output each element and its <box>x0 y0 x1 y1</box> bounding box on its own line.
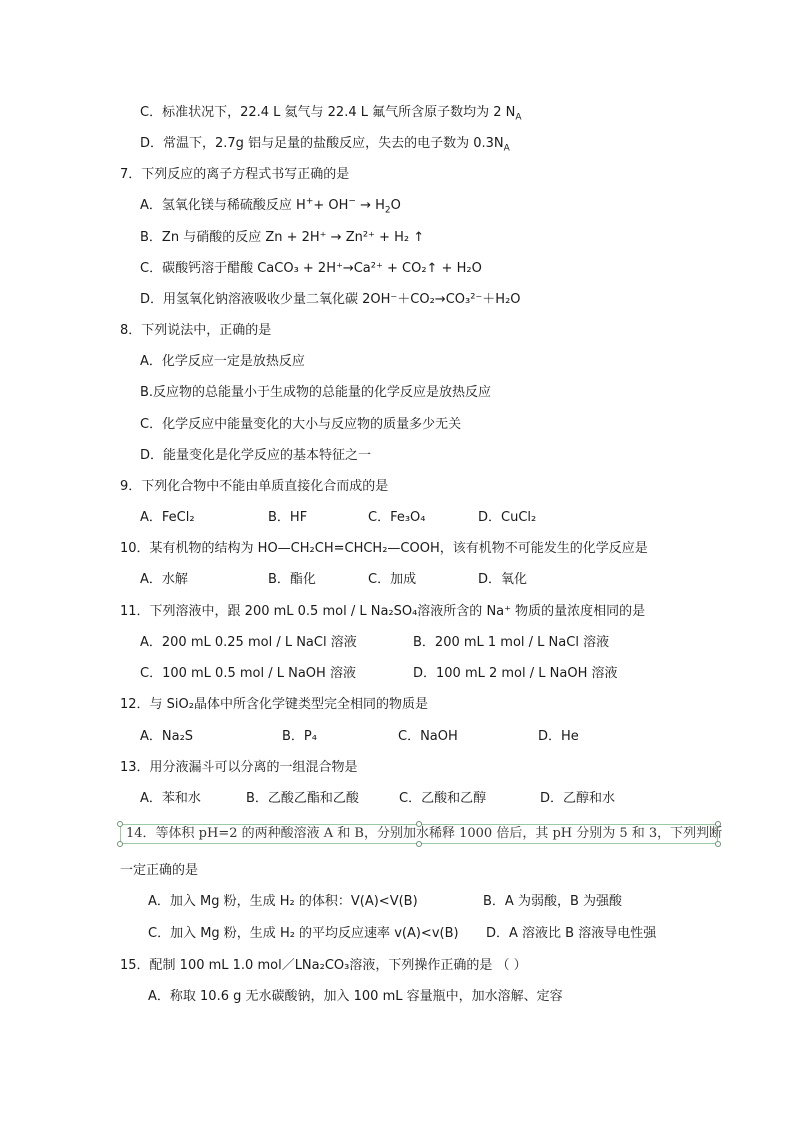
q12-option-d: D．He <box>538 729 579 744</box>
q11-stem: 11．下列溶液中，跟 200 mL 0.5 mol / L Na₂SO₄溶液所含的 Na⁺ 物质的量浓度相同的是 <box>120 604 646 619</box>
q7-option-d: D．用氢氧化钠溶液吸收少量二氧化碳 2OH⁻＋CO₂→CO₃²⁻＋H₂O <box>140 292 521 307</box>
q7-stem: 7．下列反应的离子方程式书写正确的是 <box>120 167 350 182</box>
q13-stem: 13．用分液漏斗可以分离的一组混合物是 <box>120 760 358 775</box>
q9-option-d: D．CuCl₂ <box>478 510 537 525</box>
resize-handle-top-left[interactable] <box>117 821 123 827</box>
q11-option-d: D．100 mL 2 mol / L NaOH 溶液 <box>413 666 618 681</box>
q12-stem: 12．与 SiO₂晶体中所含化学键类型完全相同的物质是 <box>120 697 428 712</box>
q13-option-d: D．乙醇和水 <box>540 791 616 806</box>
q14-stem: 14．等体积 pH=2 的两种酸溶液 A 和 B，分别加水稀释 1000 倍后，其 pH 分别为 5 和 3，下列判断 <box>126 826 723 841</box>
q7-option-b: B．Zn 与硝酸的反应 Zn + 2H⁺ → Zn²⁺ + H₂ ↑ <box>140 230 425 245</box>
q12-option-b: B．P₄ <box>282 729 317 744</box>
q9-option-a: A．FeCl₂ <box>140 510 195 525</box>
q13-option-b: B．乙酸乙酯和乙酸 <box>246 791 359 806</box>
q14-option-b: B．A 为弱酸，B 为强酸 <box>483 894 622 909</box>
q10-option-b: B．酯化 <box>268 572 316 587</box>
q12-option-a: A．Na₂S <box>140 729 194 744</box>
q8-option-d: D．能量变化是化学反应的基本特征之一 <box>140 448 372 463</box>
q13-option-c: C．乙酸和乙醇 <box>399 791 487 806</box>
q7-option-a: A．氢氧化镁与稀硫酸反应 $H^++ OH^- \to H_2O$ <box>140 196 401 216</box>
q9-option-b: B．HF <box>268 510 308 525</box>
q8-option-a: A．化学反应一定是放热反应 <box>140 354 305 369</box>
q15-stem: 15．配制 100 mL 1.0 mol／LNa₂CO₃溶液，下列操作正确的是 （ ） <box>120 958 527 973</box>
q6-option-d: D．常温下，2.7g 铝与足量的盐酸反应，失去的电子数为 $0.3N_A$ <box>140 136 510 154</box>
q15-option-a: A．称取 10.6 g 无水碳酸钠，加入 100 mL 容量瓶中，加水溶解、定容 <box>148 989 563 1004</box>
q14-stem-continued: 一定正确的是 <box>120 863 199 878</box>
q11-option-c: C．100 mL 0.5 mol / L NaOH 溶液 <box>140 666 356 681</box>
q8-option-b: B.反应物的总能量小于生成物的总能量的化学反应是放热反应 <box>140 385 492 400</box>
q9-stem: 9．下列化合物中不能由单质直接化合而成的是 <box>120 479 389 494</box>
q14-option-a: A．加入 Mg 粉，生成 H₂ 的体积：V(A)<V(B) <box>148 894 418 909</box>
q8-option-c: C．化学反应中能量变化的大小与反应物的质量多少无关 <box>140 417 462 432</box>
q12-option-c: C．NaOH <box>398 729 458 744</box>
q10-stem: 10．某有机物的结构为 HO—CH₂CH=CHCH₂—COOH，该有机物不可能发生的化学反应是 <box>120 541 648 556</box>
q10-option-d: D．氧化 <box>478 572 528 587</box>
q9-option-c: C．Fe₃O₄ <box>368 510 426 525</box>
q10-option-a: A．水解 <box>140 572 188 587</box>
q13-option-a: A．苯和水 <box>140 791 201 806</box>
q14-option-c: C．加入 Mg 粉，生成 H₂ 的平均反应速率 v(A)<v(B) <box>148 926 459 941</box>
q8-stem: 8．下列说法中，正确的是 <box>120 323 272 338</box>
q6-option-c: C．标准状况下，22.4 L 氦气与 22.4 L 氟气所含原子数均为 2 $N_A$ <box>140 105 522 123</box>
q10-option-c: C．加成 <box>368 572 417 587</box>
q11-option-a: A．200 mL 0.25 mol / L NaCl 溶液 <box>140 635 357 650</box>
q7-option-c: C．碳酸钙溶于醋酸 CaCO₃ + 2H⁺→Ca²⁺ + CO₂↑ + H₂O <box>140 261 482 276</box>
q14-option-d: D．A 溶液比 B 溶液导电性强 <box>486 926 657 941</box>
q11-option-b: B．200 mL 1 mol / L NaCl 溶液 <box>413 635 610 650</box>
resize-handle-bottom-left[interactable] <box>117 841 123 847</box>
